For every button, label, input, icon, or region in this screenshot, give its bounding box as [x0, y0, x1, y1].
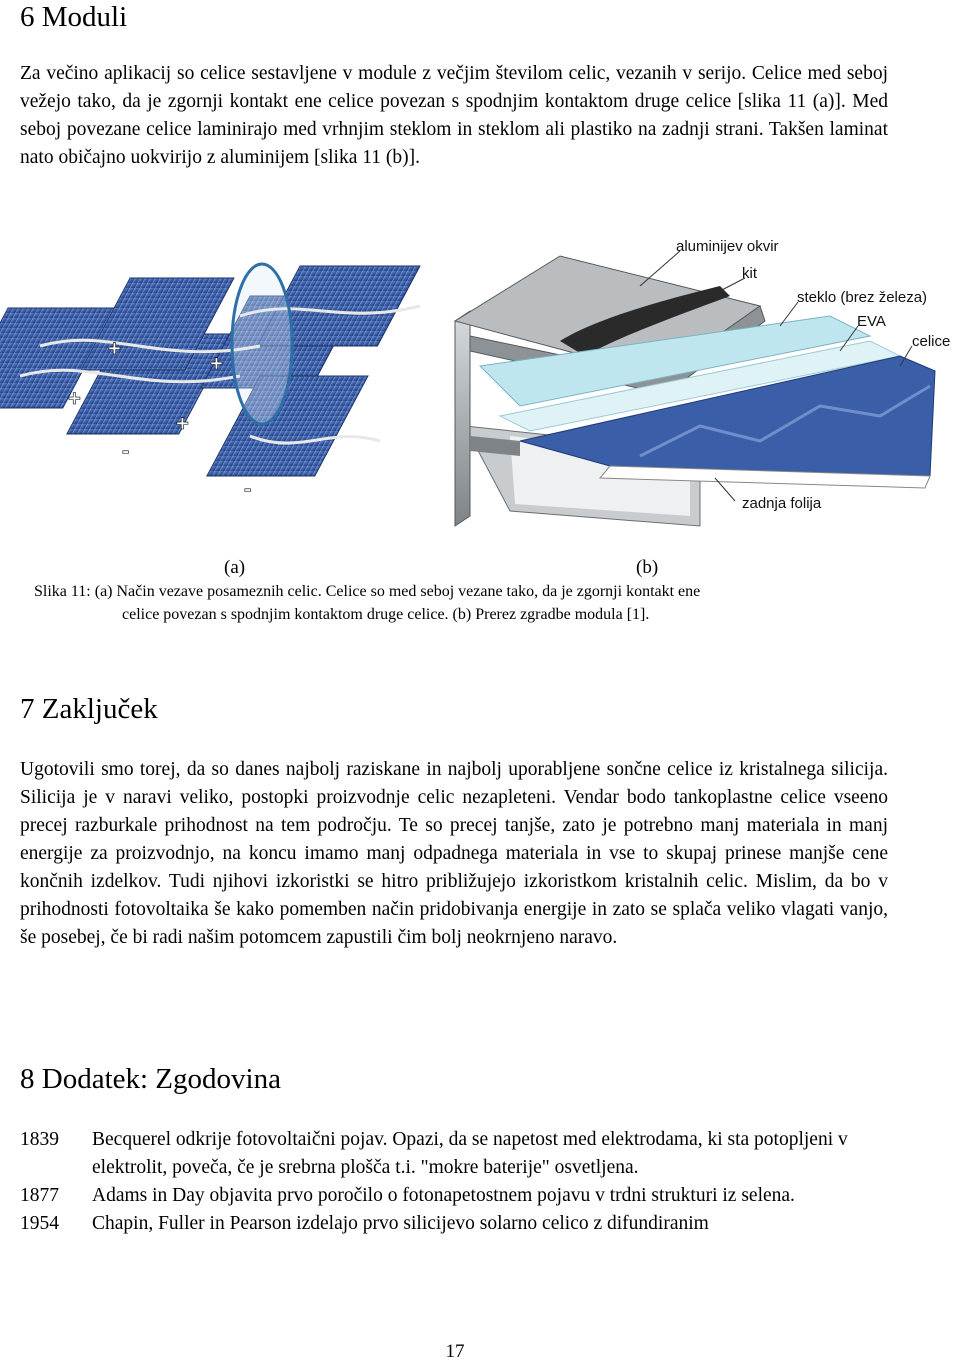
subfigure-label-a: (a) — [224, 557, 246, 578]
label-eva: EVA — [857, 313, 886, 330]
plus-sign: + — [176, 411, 189, 436]
magnified-connection — [232, 264, 292, 424]
history-text: Chapin, Fuller in Pearson izdelajo prvo silicijevo solarno celico z difundiranim — [92, 1213, 709, 1234]
history-entry — [20, 1182, 900, 1210]
figure-caption — [34, 580, 914, 626]
label-frame: aluminijev okvir — [676, 238, 779, 255]
history-year: 1877 — [20, 1185, 59, 1206]
history-year: 1839 — [20, 1129, 59, 1150]
section-7-title: 7 Zaključek — [20, 693, 158, 725]
label-cells: celice — [912, 333, 951, 350]
history-list — [20, 1126, 900, 1238]
history-entry — [20, 1210, 900, 1238]
label-kit: kit — [742, 265, 757, 282]
plus-sign: + — [108, 336, 121, 361]
section-7-paragraph: Ugotovili smo torej, da so danes najbolj raziskane in najbolj uporabljene sončne celice iz kristalnega silicija. Silicija je v naravi veliko, postopki proizvodnje celic nezapleteni. Vendar bodo tankoplastne celice vseeno precej razburkale prihodnost na tem področju. Te so precej tanjše, zato je potrebno manj materiala in manj energije za proizvodnjo, na koncu imamo manj odpadnega materiala in vse to skupaj prinese manjše cene končnih izdelkov. Tudi njihovi izkoristki se hitro približujejo izkoristkom kristalnih celic. Mislim, da bo v prihodnosti fotovoltaika še kako pomemben način pridobivanja energije in zato se splača veliko vlagati vanjo, še posebej, če bi radi našim potomcem zapustili čim bolj neokrnjeno naravo. — [20, 759, 888, 948]
section-6-paragraph: Za večino aplikacij so celice sestavljene v module z večjim številom celic, vezanih v serijo. Celice med seboj vežejo tako, da je zgornji kontakt ene celice povezan s spodnjim kontaktom druge celice [slika 11 (a)]. Med seboj povezane celice laminirajo med vrhnjim steklom in steklom ali plastiko na zadnji strani. Takšen laminat nato običajno uokvirijo z aluminijem [slika 11 (b)]. — [20, 63, 888, 168]
cell-interconnection-diagram — [0, 264, 420, 501]
minus-sign: - — [122, 438, 130, 463]
label-backsheet: zadnja folija — [742, 495, 822, 512]
caption-line-1: Slika 11: (a) Način vezave posameznih celic. Celice so med seboj vezane tako, da je zgornji kontakt ene — [34, 583, 701, 600]
minus-sign: - — [244, 476, 252, 501]
label-glass: steklo (brez železa) — [797, 289, 928, 306]
history-text: Adams in Day objavita prvo poročilo o fotonapetostnem pojavu v trdni strukturi iz selena. — [92, 1185, 795, 1206]
history-text: Becquerel odkrije fotovoltaični pojav. Opazi, da se napetost med elektrodama, ki sta potopljeni v elektrolit, poveča, če je srebrna plošča t.i. "mokre baterije" osvetljena. — [92, 1129, 848, 1178]
section-8-title: 8 Dodatek: Zgodovina — [20, 1063, 281, 1095]
section-6-title: 6 Moduli — [20, 1, 128, 33]
subfigure-label-b: (b) — [636, 557, 659, 578]
module-cross-section — [455, 238, 950, 526]
plus-sign: + — [210, 351, 223, 376]
page-number: 17 — [445, 1341, 465, 1362]
plus-sign: + — [68, 386, 81, 411]
figure-11 — [0, 226, 960, 556]
history-year: 1954 — [20, 1213, 59, 1234]
history-entry — [20, 1126, 900, 1182]
caption-line-2: celice povezan s spodnjim kontaktom druge celice. (b) Prerez zgradbe modula [1]. — [122, 606, 650, 623]
